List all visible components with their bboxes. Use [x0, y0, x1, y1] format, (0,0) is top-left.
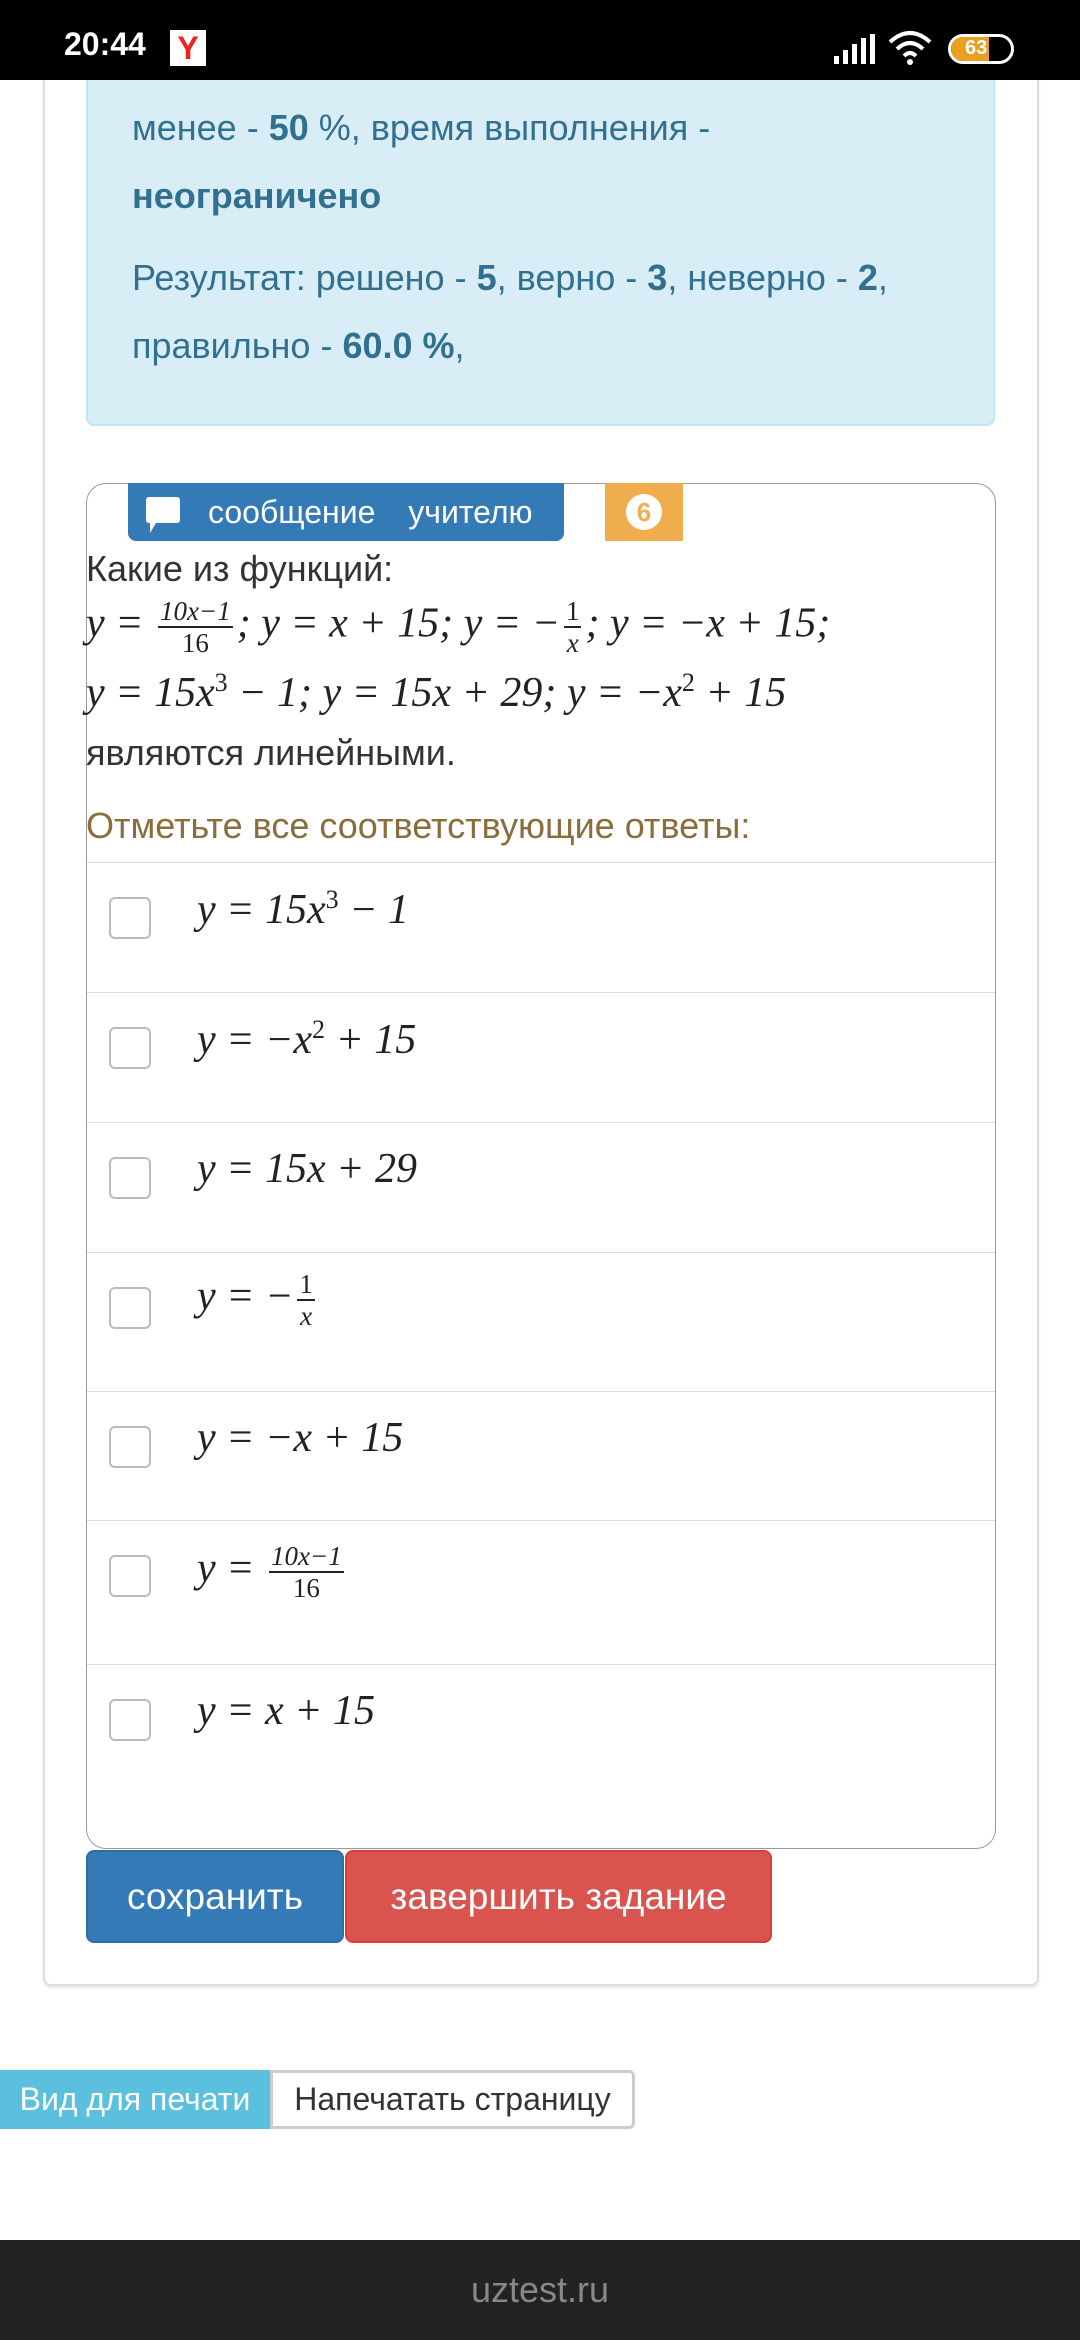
checkbox[interactable] — [109, 897, 151, 939]
checkbox[interactable] — [109, 1555, 151, 1597]
signal-icon — [834, 34, 878, 64]
status-bar — [0, 0, 1080, 80]
save-button[interactable]: сохранить — [86, 1850, 344, 1943]
question-number-badge: 6 — [605, 483, 683, 541]
footer — [0, 2240, 1080, 2340]
settings-text: менее - 50 %, время выполнения - неограничено — [132, 107, 711, 216]
message-button-label: сообщение учителю — [208, 493, 533, 530]
checkbox[interactable] — [109, 1426, 151, 1468]
question-outro: являются линейными. — [86, 732, 456, 773]
result-text: Результат: решено - 5, верно - 3, неверно - 2, правильно - 60.0 %, — [132, 257, 888, 366]
finish-task-button[interactable]: завершить задание — [345, 1850, 772, 1943]
comment-icon — [146, 497, 180, 523]
print-view-button[interactable]: Вид для печати — [0, 2070, 270, 2129]
checkbox[interactable] — [109, 1157, 151, 1199]
question-formulas-line2: $y = 15x^3 - 1$; y = 15x + 29; $y = -x^2 + 15$ — [86, 668, 787, 716]
answer-option[interactable]: y = 15x + 29 — [87, 1122, 995, 1252]
yandex-icon: Y — [170, 30, 206, 66]
answer-option[interactable]: $y = -x^2 + 15$ — [87, 992, 995, 1122]
message-teacher-button[interactable] — [128, 483, 564, 541]
answer-option[interactable]: y = −x + 15 — [87, 1391, 995, 1520]
answer-option[interactable]: $y = 15x^3 - 1$ — [87, 862, 995, 992]
checkbox[interactable] — [109, 1699, 151, 1741]
info-box — [86, 40, 995, 426]
clock: 20:44 — [64, 26, 146, 62]
battery-icon: 63 — [948, 34, 1014, 64]
print-page-button[interactable]: Напечатать страницу — [270, 2070, 635, 2129]
question-intro: Какие из функций: — [86, 548, 394, 589]
answer-option[interactable]: y = $\frac{10x-1}{16}$ — [87, 1520, 995, 1664]
answer-option[interactable]: y = x + 15 — [87, 1664, 995, 1794]
checkbox[interactable] — [109, 1287, 151, 1329]
answer-option[interactable]: y = − $\frac{1}{x}$ — [87, 1252, 995, 1391]
checkbox[interactable] — [109, 1027, 151, 1069]
footer-site-link[interactable]: uztest.ru — [470, 2269, 610, 2310]
answer-hint: Отметьте все соответствующие ответы: — [86, 805, 751, 846]
wifi-icon — [888, 30, 932, 66]
question-formulas-line1: y = $\frac{10x-1}{16}$ ; y = x + 15; y = − $\frac{1}{x}$ ; y = −x + 15; — [86, 596, 831, 658]
